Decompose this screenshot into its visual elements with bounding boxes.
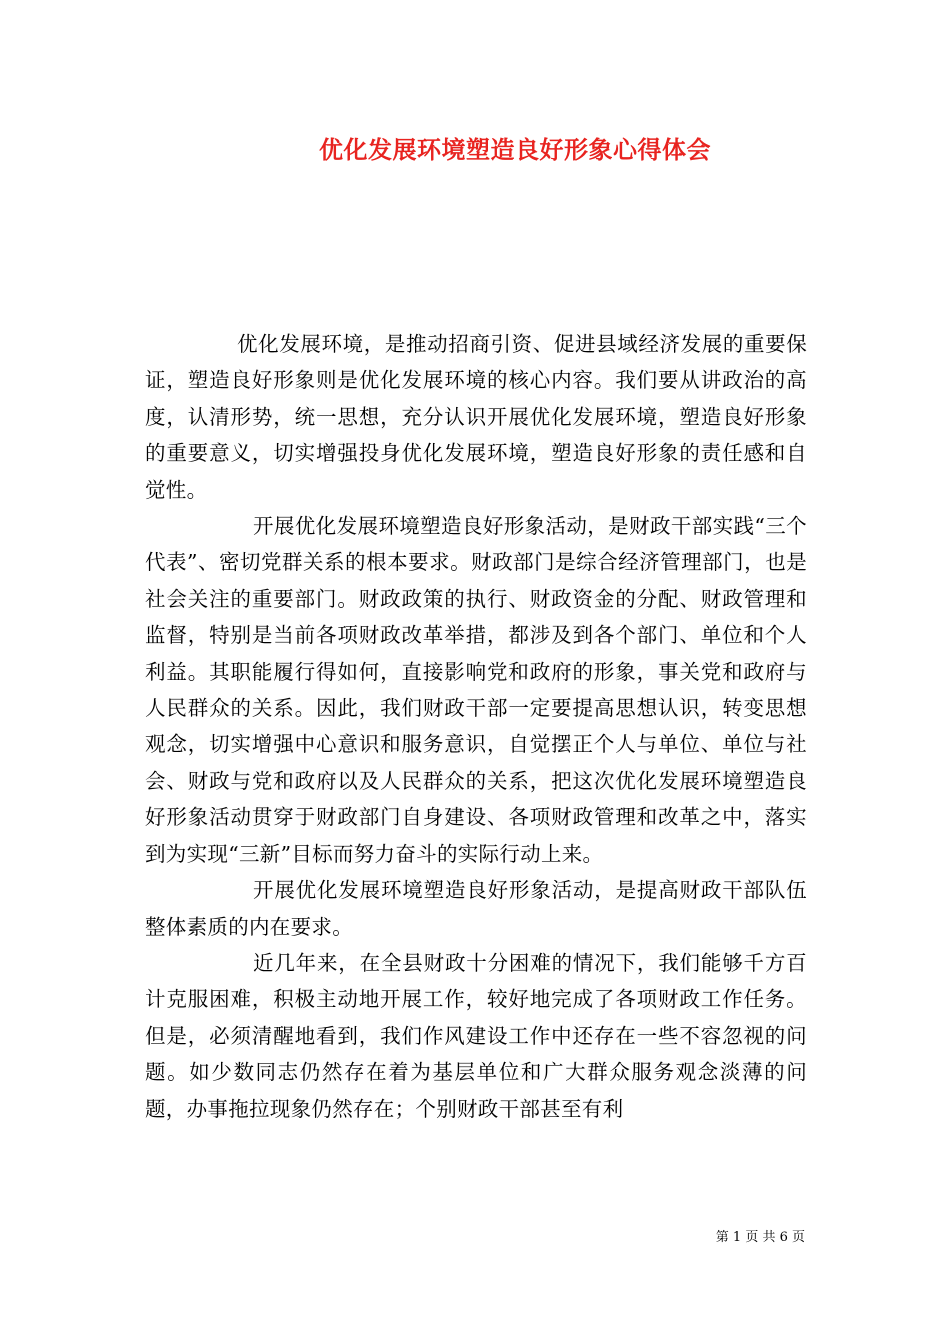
paragraph: 优化发展环境，是推动招商引资、促进县域经济发展的重要保证，塑造良好形象则是优化发展环境的核心内容。我们要从讲政治的高度，认清形势，统一思想，充分认识开展优化发展环境，塑造良好形象的重要意义，切实增强投身优化发展环境，塑造良好形象的责任感和自觉性。 — [145, 332, 807, 502]
page-number-footer: 第 1 页 共 6 页 — [715, 1230, 805, 1245]
paragraph: 开展优化发展环境塑造良好形象活动，是财政干部实践“三个代表”、密切党群关系的根本要求。财政部门是综合经济管理部门，也是社会关注的重要部门。财政政策的执行、财政资金的分配、财政管理和监督，特别是当前各项财政改革举措，都涉及到各个部门、单位和个人利益。其职能履行得如何，直接影响党和政府的形象，事关党和政府与人民群众的关系。因此，我们财政干部一定要提高思想认识，转变思想观念，切实增强中心意识和服务意识，自觉摆正个人与单位、单位与社会、财政与党和政府以及人民群众的关系，把这次优化发展环境塑造良好形象活动贯穿于财政部门自身建设、各项财政管理和改革之中，落实到为实现“三新”目标而努力奋斗的实际行动上来。 — [145, 514, 807, 866]
document-title: 优化发展环境塑造良好形象心得体会 — [319, 135, 711, 164]
paragraph: 开展优化发展环境塑造良好形象活动，是提高财政干部队伍整体素质的内在要求。 — [145, 878, 807, 939]
document-body — [145, 326, 807, 1127]
paragraph: 近几年来，在全县财政十分困难的情况下，我们能够千方百计克服困难，积极主动地开展工作，较好地完成了各项财政工作任务。但是，必须清醒地看到，我们作风建设工作中还存在一些不容忽视的问题。如少数同志仍然存在着为基层单位和广大群众服务观念淡薄的问题，办事拖拉现象仍然存在；个别财政干部甚至有利 — [145, 950, 807, 1121]
